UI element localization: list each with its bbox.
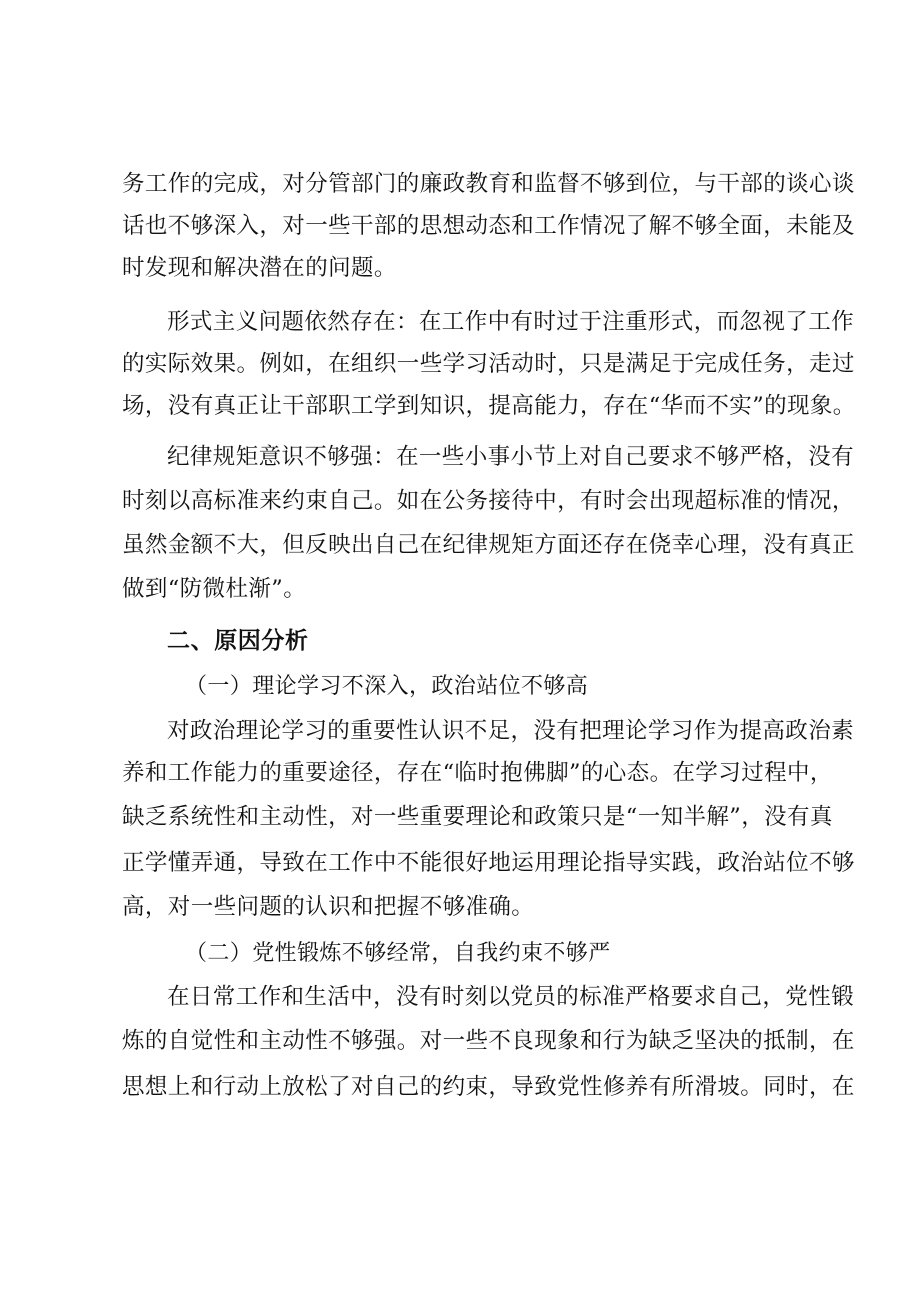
subsection-title: （二）党性锻炼不够经常，自我约束不够严 bbox=[185, 941, 611, 966]
paragraph-line: 时刻以高标准来约束自己。如在公务接待中，有时会出现超标准的情况， bbox=[122, 488, 855, 514]
paragraph-line: 炼的自觉性和主动性不够强。对一些不良现象和行为缺乏坚决的抵制，在 bbox=[122, 1028, 855, 1054]
subsection-title: （一）理论学习不深入，政治站位不够高 bbox=[185, 674, 589, 699]
paragraph-line: 做到“防微杜渐”。 bbox=[122, 576, 307, 602]
paragraph-line: 养和工作能力的重要途径，存在“临时抱佛脚”的心态。在学习过程中， bbox=[122, 760, 833, 786]
paragraph-line: 虽然金额不大，但反映出自己在纪律规矩方面还存在侥幸心理，没有真正 bbox=[122, 532, 855, 558]
paragraph-line: 务工作的完成，对分管部门的廉政教育和监督不够到位，与干部的谈心谈 bbox=[122, 171, 855, 197]
paragraph-line: 缺乏系统性和主动性，对一些重要理论和政策只是“一知半解”，没有真 bbox=[122, 804, 833, 830]
paragraph-line: 思想上和行动上放松了对自己的约束，导致党性修养有所滑坡。同时，在 bbox=[122, 1074, 855, 1100]
paragraph-line: 高，对一些问题的认识和把握不够准确。 bbox=[122, 894, 535, 920]
paragraph-line: 在日常工作和生活中，没有时刻以党员的标准严格要求自己，党性锻 bbox=[167, 984, 855, 1010]
paragraph-line: 话也不够深入，对一些干部的思想动态和工作情况了解不够全面，未能及 bbox=[122, 213, 855, 239]
paragraph-line: 时发现和解决潜在的问题。 bbox=[122, 255, 397, 281]
paragraph-line: 对政治理论学习的重要性认识不足，没有把理论学习作为提高政治素 bbox=[167, 718, 855, 744]
paragraph-line: 形式主义问题依然存在：在工作中有时过于注重形式，而忽视了工作 bbox=[167, 309, 855, 335]
paragraph-line: 纪律规矩意识不够强：在一些小事小节上对自己要求不够严格，没有 bbox=[167, 444, 855, 470]
section-heading: 二、原因分析 bbox=[167, 628, 309, 654]
paragraph-line: 的实际效果。例如，在组织一些学习活动时，只是满足于完成任务，走过 bbox=[122, 351, 855, 377]
paragraph-line: 正学懂弄通，导致在工作中不能很好地运用理论指导实践，政治站位不够 bbox=[122, 850, 855, 876]
paragraph-line: 场，没有真正让干部职工学到知识，提高能力，存在“华而不实”的现象。 bbox=[122, 393, 856, 419]
